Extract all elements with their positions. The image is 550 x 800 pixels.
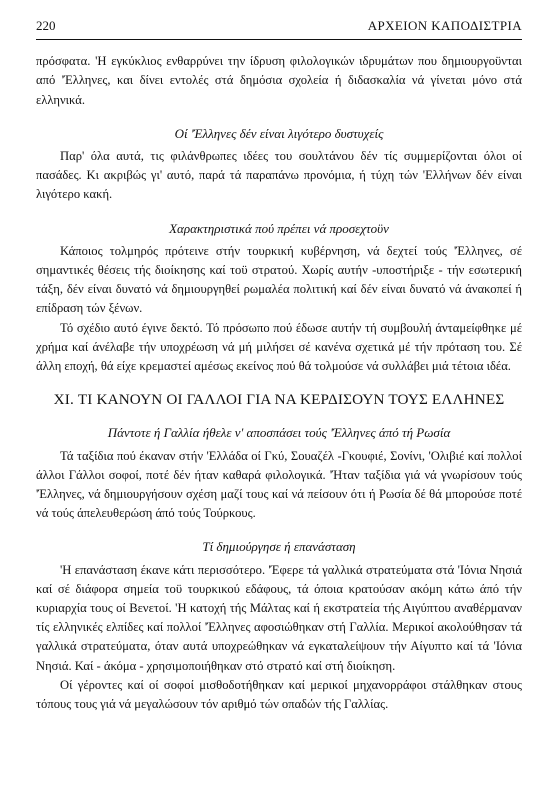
section-heading: Τί δημιούργησε ή επανάσταση [202,539,356,555]
page-header [36,16,522,40]
paragraph: 'Η επανάσταση έκανε κάτι περισσότερο. 'Έφερε τά γαλλικά στρατεύματα στά 'Ιόνια Νησιά καί σέ διάφορα σημεία τοϋ τουρκικού εδάφους, τά όποια κρατούσαν ακόμη κάτω άπό τήν κυριαρχία τους οί Βενετοί. 'Η κατοχή τής Μάλτας καί ή εκστρατεία τής Αιγύπτου αναθέρμαναν τίς ελληνικές ελπίδες καί πολλοί 'Έλληνες αφοσιώθηκαν στή Γαλλία. Μερικοί ακολούθησαν τά γαλλικά στρατεύματα, όταν αυτά υποχρεώθηκαν νά εγκαταλείψουν τήν Αίγυπτο καί τά 'Ιόνια Νησιά. Καί - άκόμα - χρησιμοποιήθηκαν στό στρατό καί στή διοίκηση. [36,562,522,673]
paragraph: Τά ταξίδια πού έκαναν στήν 'Ελλάδα οί Γκύ, Σουαζέλ -Γκουφιέ, Σονίνι, 'Ολιβιέ καί πολλοί άλλοι Γάλλοι σοφοί, ποτέ δέν ήταν καθαρά φιλολογικά. 'Ήταν ταξίδια γιά νά γνωρίσουν τούς 'Έλληνες, νά δημιουργήσουν σχέση μαζί τους καί νά πείσουν ότι ή Ρωσία δέ θά μπορούσε ποτέ νά τούς άπελευθερώση άπό τούς Τούρκους. [36,448,522,521]
paragraph: πρόσφατα. 'Η εγκύκλιος ενθαρρύνει την ίδρυση φιλολογικών ιδρυμάτων που δημιουργοϋνται από 'Έλληνες, και δίνει εντολές στά δημόσια σχολεία ή διδασκαλία νά γίνεται μόνο στά ελληνικά. [36,54,522,107]
paragraph: Τό σχέδιο αυτό έγινε δεκτό. Τό πρόσωπο πού έδωσε αυτήν τή συμβουλή άνταμείφθηκε μέ χρήμα καί άνέλαβε τήν υποχρέωση νά μή μιλήσει σέ κανένα σχετικά μέ τήν πρόταση του. Σέ άλλη εποχή, θά είχε κρεμαστεί αμέσως εκείνος πού θά τολμούσε νά συλλάβει μιά τέτοια ιδέα. [36,320,522,374]
section-heading: Οί 'Έλληνες δέν είναι λιγότερο δυστυχείς [174,125,384,141]
paragraph: Παρ' όλα αυτά, τις φιλάνθρωπες ιδέες του σουλτάνου δέν τίς συμμερίζονται όλοι οί πασάδες. Κι ακριβώς γι' αυτό, παρά τά παραπάνω προνόμια, ή τύχη τών 'Ελλήνων δέν είναι λιγότερο κακή. [36,149,522,202]
paragraph: Οί γέροντες καί οί σοφοί μισθοδοτήθηκαν καί μερικοί μηχανορράφοι στάλθηκαν στους τόπους τους γιά νά μεγαλώσουν τόν αριθμό τών οπαδών τής Γαλλίας. [36,677,522,712]
paragraph: Κάποιος τολμηρός πρότεινε στήν τουρκική κυβέρνηση, νά δεχτεί τούς 'Έλληνες, σέ σημαντικές θέσεις τής διοίκησης καί τοϋ στρατού. Χωρίς αυτήν -υποστήριξε - τήν εσωτερική τάξη, δέν είναι δυνατό νά δημιουργηθεί ρωμαλέα πολιτική καί δέν είναι δυνατό νά άνακοπεί ή επίδραση τών ξένων. [36,243,522,316]
running-title: ΑΡΧΕΙΟΝ ΚΑΠΟΔΙΣΤΡΙΑ [367,18,522,33]
page-number: 220 [36,18,56,33]
section-heading: Χαρακτηριστικά πού πρέπει νά προσεχτοϋν [169,220,389,236]
chapter-heading: XI. ΤΙ ΚΑΝΟΥΝ ΟΙ ΓΑΛΛΟΙ ΓΙΑ ΝΑ ΚΕΡΔΙΣΟΥΝ ΤΟΥΣ ΕΛΛΗΝΕΣ [53,391,505,409]
section-heading: Πάντοτε ή Γαλλία ήθελε ν' αποσπάσει τούς 'Έλληνες άπό τή Ρωσία [107,425,451,441]
